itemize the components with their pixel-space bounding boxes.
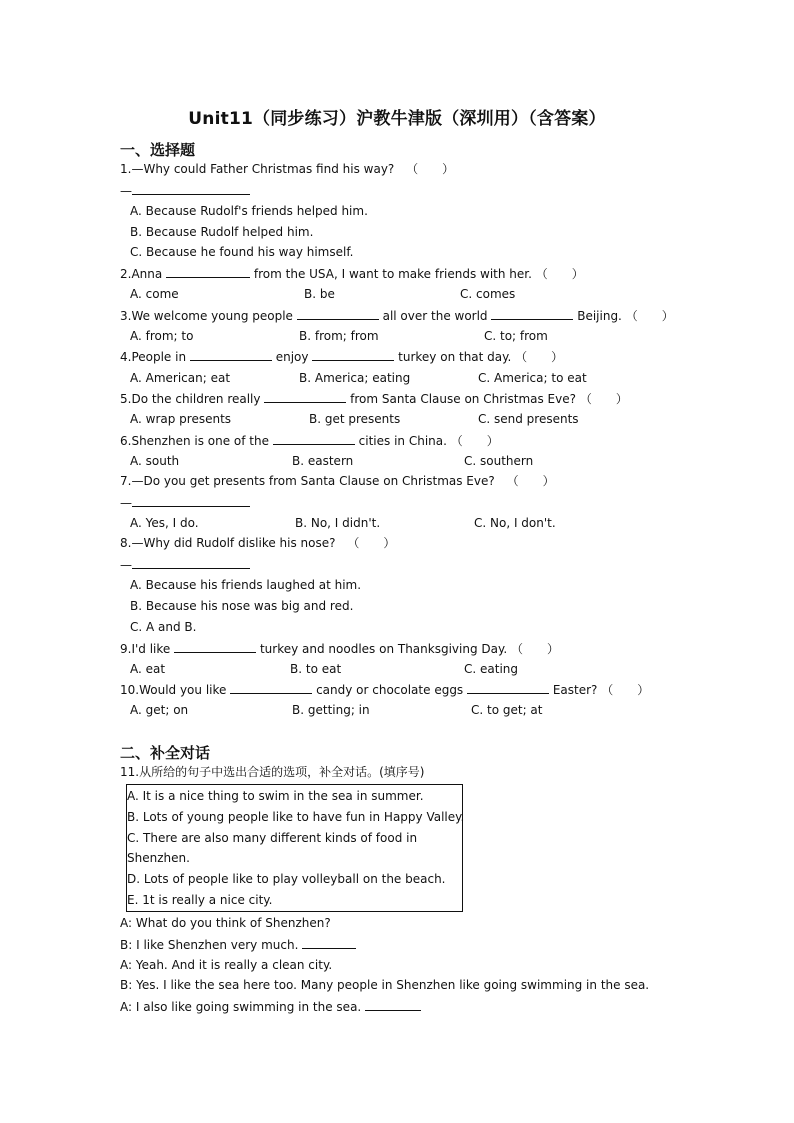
option-c: C. America; to eat [478,371,587,385]
option-a: A. south [130,454,180,468]
question-text: 5.Do the children really [120,392,261,406]
option-c: C. No, I don't. [474,516,556,530]
answer-blank[interactable] [491,307,573,320]
answer-paren: （ ） [506,474,555,488]
question-text: cities in China. [358,434,447,448]
option-a: A. American; eat [130,371,231,385]
box-option-c: C. There are also many different kinds of food in [127,831,418,845]
box-option-b: B. Lots of young people like to have fun in Happy Valley. [127,810,465,824]
option-c: C. A and B. [130,620,197,634]
option-a: A. Yes, I do. [130,516,199,530]
option-b: B. America; eating [299,371,411,385]
question-8 [120,535,395,551]
answer-paren: （ ） [347,536,396,550]
box-option-a: A. It is a nice thing to swim in the sea in summer. [127,789,424,803]
question-text: turkey on that day. [398,350,512,364]
question-1 [120,161,454,177]
dialogue-line-3: A: Yeah. And it is really a clean city. [120,958,333,972]
answer-paren: （ ） [625,309,674,323]
box-option-d: D. Lots of people like to play volleyball on the beach. [127,872,446,886]
option-a: A. come [130,287,179,301]
question-text: 4.People in [120,350,187,364]
option-a: A. wrap presents [130,412,232,426]
answer-paren: （ ） [601,683,650,697]
answer-blank[interactable] [132,494,250,507]
answer-paren: （ ） [450,434,499,448]
question-9 [120,640,559,657]
section-heading-dialogue: 二、补全对话 [120,744,211,762]
question-text: 3.We welcome young people [120,309,293,323]
option-c: C. eating [464,662,519,676]
question-text: from the USA, I want to make friends with her. [253,267,532,281]
option-a: A. get; on [130,703,189,717]
question-text: Easter? [552,683,598,697]
answer-paren: （ ） [511,642,560,656]
dialogue-text: A: I also like going swimming in the sea. [120,1000,362,1014]
option-c: C. comes [460,287,516,301]
option-a: A. Because Rudolf's friends helped him. [130,204,368,218]
dialogue-line-2 [120,936,356,953]
answer-blank[interactable] [312,348,394,361]
dialogue-text: B: I like Shenzhen very much. [120,938,299,952]
answer-paren: （ ） [406,162,455,176]
option-a: A. eat [130,662,166,676]
question-text: candy or chocolate eggs [316,683,464,697]
page-title: Unit11（同步练习）沪教牛津版（深圳用）（含答案） [188,109,606,129]
answer-line [120,182,250,199]
answer-paren: （ ） [579,392,628,406]
dialogue-line-1: A: What do you think of Shenzhen? [120,916,331,930]
box-option-e: E. 1t is really a nice city. [127,893,273,907]
dash: — [120,184,132,198]
option-a: A. Because his friends laughed at him. [130,578,362,592]
option-b: B. Because Rudolf helped him. [130,225,314,239]
answer-blank[interactable] [264,390,346,403]
answer-paren: （ ） [535,267,584,281]
dash: — [120,558,132,572]
question-6 [120,432,499,449]
question-text: turkey and noodles on Thanksgiving Day. [259,642,508,656]
question-text: 7.—Do you get presents from Santa Clause on Christmas Eve? [120,474,495,488]
question-3 [120,307,674,324]
option-b: B. No, I didn't. [295,516,381,530]
question-text: enjoy [275,350,309,364]
answer-blank[interactable] [174,640,256,653]
dash: — [120,496,132,510]
answer-blank[interactable] [132,182,250,195]
question-4 [120,348,563,365]
option-b: B. eastern [292,454,354,468]
question-text: Beijing. [577,309,622,323]
option-b: B. be [304,287,335,301]
option-c: C. send presents [478,412,579,426]
answer-blank[interactable] [190,348,272,361]
answer-blank[interactable] [297,307,379,320]
question-text: 1.—Why could Father Christmas find his way? [120,162,395,176]
option-b: B. Because his nose was big and red. [130,599,354,613]
question-text: all over the world [382,309,488,323]
option-c: C. southern [464,454,534,468]
section-heading-choice: 一、选择题 [120,141,196,159]
box-option-c-continued: Shenzhen. [127,851,190,865]
question-text: 10.Would you like [120,683,227,697]
dialogue-line-5 [120,998,421,1015]
answer-blank[interactable] [302,936,356,949]
option-c: C. Because he found his way himself. [130,245,354,259]
question-7 [120,473,555,489]
option-c: C. to; from [484,329,548,343]
question-11-prompt: 11.从所给的句子中选出合适的选项，补全对话。(填序号) [120,765,425,779]
question-2 [120,265,584,282]
answer-blank[interactable] [166,265,250,278]
option-b: B. to eat [290,662,342,676]
answer-blank[interactable] [132,556,250,569]
answer-blank[interactable] [365,998,421,1011]
question-text: 6.Shenzhen is one of the [120,434,269,448]
question-text: 9.I'd like [120,642,171,656]
question-10 [120,681,649,698]
question-text: from Santa Clause on Christmas Eve? [350,392,576,406]
option-b: B. get presents [309,412,401,426]
option-b: B. getting; in [292,703,370,717]
answer-paren: （ ） [515,350,564,364]
answer-line [120,556,250,573]
question-text: 2.Anna [120,267,163,281]
option-c: C. to get; at [471,703,543,717]
answer-blank[interactable] [273,432,355,445]
question-text: 8.—Why did Rudolf dislike his nose? [120,536,336,550]
answer-blank[interactable] [230,681,312,694]
question-5 [120,390,628,407]
option-a: A. from; to [130,329,194,343]
option-b: B. from; from [299,329,379,343]
answer-blank[interactable] [467,681,549,694]
answer-line [120,494,250,511]
dialogue-line-4: B: Yes. I like the sea here too. Many people in Shenzhen like going swimming in the sea. [120,978,650,992]
